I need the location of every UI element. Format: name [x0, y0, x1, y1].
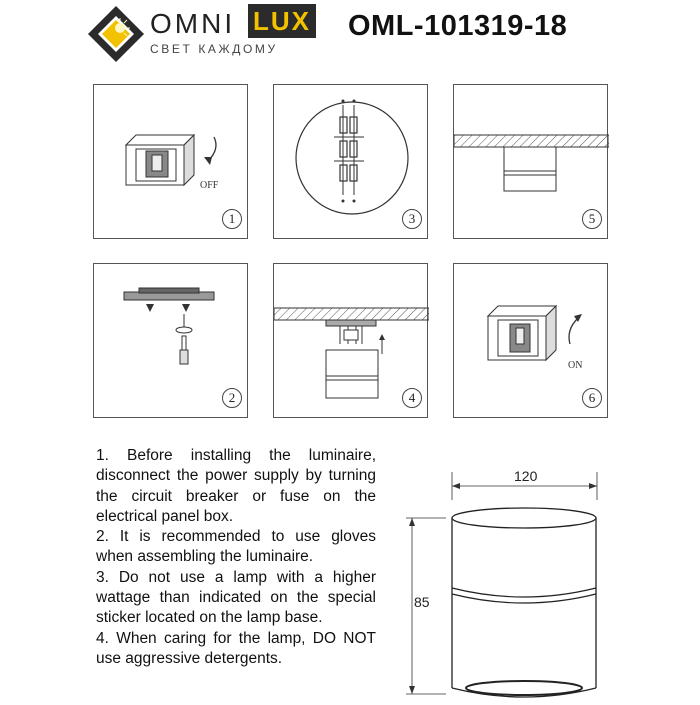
step-2-panel: [93, 263, 248, 418]
instruction-4: 4. When caring for the lamp, DO NOT use aggressive detergents.: [96, 629, 376, 667]
step-6-panel: [453, 263, 608, 418]
brand-name-highlight: LUX: [248, 4, 316, 38]
brand-tagline: СВЕТ КАЖДОМУ: [150, 42, 278, 56]
instruction-3: 3. Do not use a lamp with a higher wattage than indicated on the special sticker located on the lamp base.: [96, 568, 376, 627]
step-5-number: 5: [582, 209, 602, 229]
step-5-panel: [453, 84, 608, 239]
step-3-number: 3: [402, 209, 422, 229]
instruction-2: 2. It is recommended to use gloves when assembling the luminaire.: [96, 528, 376, 566]
step-3-panel: [273, 84, 428, 239]
instruction-1: 1. Before installing the luminaire, disconnect the power supply by turning the circuit breaker or fuse on the electrical panel box.: [96, 447, 376, 525]
height-dimension-label: 85: [414, 594, 430, 610]
step-4-panel: [273, 263, 428, 418]
step-1-number: 1: [222, 209, 242, 229]
step-2-number: 2: [222, 388, 242, 408]
instructions-list: [96, 446, 376, 669]
width-dimension-label: 120: [514, 468, 538, 484]
step-1-label: OFF: [200, 180, 219, 191]
logo-icon: [86, 4, 146, 64]
step-4-number: 4: [402, 388, 422, 408]
brand-name: OMNI: [150, 8, 236, 39]
step-1-panel: [93, 84, 248, 239]
dimension-drawing: [400, 460, 610, 700]
model-number: OML-101319-18: [348, 10, 568, 42]
step-6-number: 6: [582, 388, 602, 408]
step-6-label: ON: [568, 360, 583, 371]
